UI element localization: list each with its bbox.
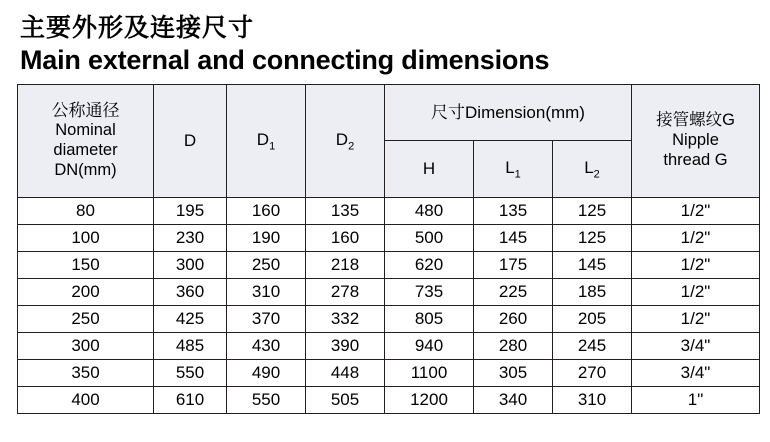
header-nipple-thread-cn: 接管螺纹G [656, 111, 735, 130]
cell-l2: 270 [553, 359, 632, 386]
cell-d2: 135 [306, 197, 385, 224]
page-title-english: Main external and connecting dimensions [20, 44, 550, 75]
cell-d: 360 [154, 278, 227, 305]
cell-d1: 250 [227, 251, 306, 278]
cell-d2: 390 [306, 332, 385, 359]
header-l2-subscript: 2 [593, 168, 600, 181]
cell-d1: 190 [227, 224, 306, 251]
cell-h: 940 [385, 332, 474, 359]
cell-d: 425 [154, 305, 227, 332]
cell-l2: 145 [553, 251, 632, 278]
cell-g: 1" [632, 386, 760, 413]
header-l2-base: L [584, 157, 594, 177]
header-nominal-diameter-en-3: DN(mm) [54, 160, 117, 179]
cell-l2: 125 [553, 197, 632, 224]
cell-h: 500 [385, 224, 474, 251]
cell-d1: 490 [227, 359, 306, 386]
cell-d: 550 [154, 359, 227, 386]
cell-l1: 225 [474, 278, 553, 305]
cell-d1: 160 [227, 197, 306, 224]
header-l1-base: L [505, 157, 515, 177]
header-d: D [154, 84, 227, 197]
cell-d2: 160 [306, 224, 385, 251]
header-d2 [306, 84, 385, 197]
cell-h: 805 [385, 305, 474, 332]
cell-dn: 80 [18, 197, 154, 224]
table-body [18, 197, 760, 413]
cell-g: 3/4" [632, 332, 760, 359]
table-header [18, 84, 760, 197]
cell-d: 485 [154, 332, 227, 359]
cell-d2: 218 [306, 251, 385, 278]
cell-l2: 185 [553, 278, 632, 305]
table-row [18, 197, 760, 224]
cell-dn: 250 [18, 305, 154, 332]
cell-d1: 370 [227, 305, 306, 332]
cell-dn: 350 [18, 359, 154, 386]
cell-d: 230 [154, 224, 227, 251]
cell-dn: 200 [18, 278, 154, 305]
cell-l1: 340 [474, 386, 553, 413]
cell-g: 1/2" [632, 278, 760, 305]
header-l1-subscript: 1 [514, 168, 521, 181]
cell-d2: 505 [306, 386, 385, 413]
cell-g: 3/4" [632, 359, 760, 386]
cell-d: 195 [154, 197, 227, 224]
cell-dn: 400 [18, 386, 154, 413]
header-nominal-diameter-en-1: Nominal [55, 121, 116, 140]
cell-d2: 332 [306, 305, 385, 332]
table-row [18, 332, 760, 359]
cell-g: 1/2" [632, 305, 760, 332]
header-l1 [474, 141, 553, 198]
header-nipple-thread [632, 84, 760, 197]
header-d2-base: D [335, 129, 349, 149]
cell-dn: 300 [18, 332, 154, 359]
cell-d2: 278 [306, 278, 385, 305]
dimensions-table [17, 84, 760, 414]
cell-dn: 150 [18, 251, 154, 278]
header-nominal-diameter-en-2: diameter [53, 141, 118, 160]
header-d1 [227, 84, 306, 197]
header-h: H [385, 141, 474, 198]
cell-d: 610 [154, 386, 227, 413]
cell-h: 1200 [385, 386, 474, 413]
cell-g: 1/2" [632, 251, 760, 278]
cell-l1: 135 [474, 197, 553, 224]
table-row [18, 251, 760, 278]
cell-d: 300 [154, 251, 227, 278]
header-nominal-diameter [18, 84, 154, 197]
table-row [18, 224, 760, 251]
cell-g: 1/2" [632, 197, 760, 224]
cell-h: 1100 [385, 359, 474, 386]
cell-d1: 310 [227, 278, 306, 305]
cell-dn: 100 [18, 224, 154, 251]
cell-l1: 145 [474, 224, 553, 251]
cell-h: 735 [385, 278, 474, 305]
cell-l1: 260 [474, 305, 553, 332]
cell-l2: 205 [553, 305, 632, 332]
cell-l1: 175 [474, 251, 553, 278]
header-dimension-group: 尺寸Dimension(mm) [385, 84, 632, 141]
cell-h: 620 [385, 251, 474, 278]
header-nipple-thread-en-1: Nipple [672, 130, 719, 149]
cell-l2: 310 [553, 386, 632, 413]
cell-h: 480 [385, 197, 474, 224]
cell-d1: 550 [227, 386, 306, 413]
table-row [18, 278, 760, 305]
page-title-chinese: 主要外形及连接尺寸 [20, 14, 255, 42]
header-l2 [553, 141, 632, 198]
cell-d1: 430 [227, 332, 306, 359]
cell-l2: 245 [553, 332, 632, 359]
header-nominal-diameter-cn: 公称通径 [51, 100, 120, 120]
cell-g: 1/2" [632, 224, 760, 251]
header-nipple-thread-en-2: thread G [663, 150, 728, 169]
table-row [18, 305, 760, 332]
header-d1-base: D [256, 129, 270, 149]
table-row [18, 359, 760, 386]
cell-d2: 448 [306, 359, 385, 386]
cell-l1: 305 [474, 359, 553, 386]
table-row [18, 386, 760, 413]
header-d1-subscript: 1 [269, 139, 276, 152]
cell-l2: 125 [553, 224, 632, 251]
cell-l1: 280 [474, 332, 553, 359]
header-d2-subscript: 2 [348, 139, 355, 152]
